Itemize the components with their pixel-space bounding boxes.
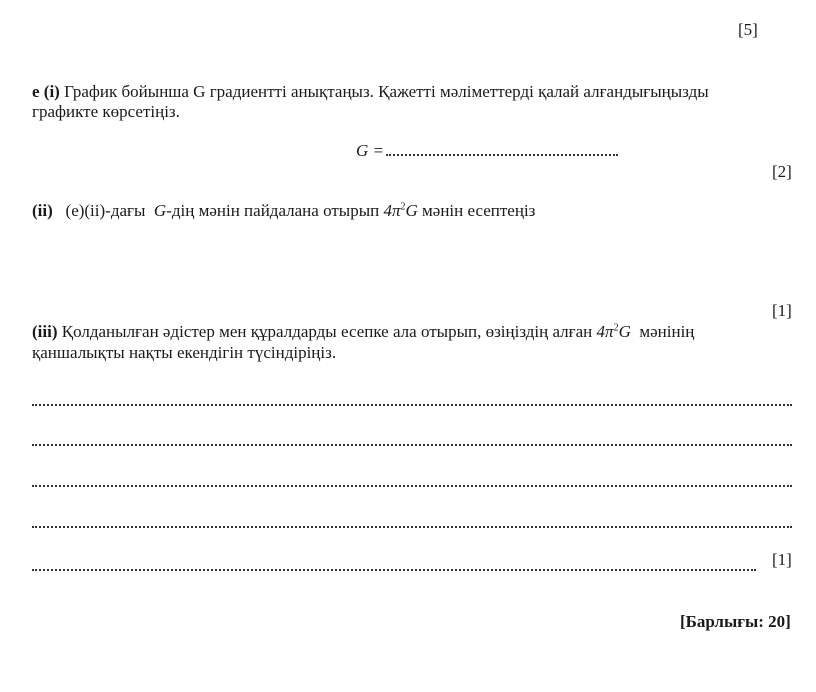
answer-line-2[interactable] <box>32 442 792 446</box>
formula-sup: 2 <box>400 201 406 213</box>
label-e: e <box>32 82 40 101</box>
top-mark: [5] <box>738 20 758 39</box>
part-iii-line1 <box>32 322 694 342</box>
part-iii-text-b: мәнінің <box>639 322 695 341</box>
formula-4pi-iii: 4π <box>596 322 614 341</box>
answer-line-3[interactable] <box>32 483 792 487</box>
part-e-text: График бойынша G градиентті анықтаңыз. Қажетті мәліметтерді қалай алғандығыңызды <box>64 82 709 101</box>
part-e-line2: графикте көрсетіңіз. <box>32 102 180 121</box>
part-ii-text-a: (е)(іі)-дағы <box>65 201 146 220</box>
g-answer-label: G = <box>356 141 384 160</box>
part-ii-text-c: мәнін есептеңіз <box>422 201 536 220</box>
part-ii-text-b: -дің мәнін пайдалана отырып <box>166 201 380 220</box>
part-e-line1 <box>32 82 758 102</box>
part-iii-line2: қаншалықты нақты екендігін түсіндіріңіз. <box>32 343 337 362</box>
label-ii: (ii) <box>32 201 53 220</box>
formula-g: G <box>405 201 418 220</box>
formula-g-iii: G <box>618 322 631 341</box>
g-answer-line[interactable] <box>386 152 618 156</box>
mark-ii: [1] <box>772 301 792 320</box>
part-iii-text-a: Қолданылған әдістер мен құралдарды есепке ала отырып, өзіңіздің алған <box>61 322 593 341</box>
mark-iii: [1] <box>772 550 792 569</box>
label-i: (i) <box>43 82 60 101</box>
total-marks: [Барлығы: 20] <box>680 612 791 631</box>
formula-sup-iii: 2 <box>613 322 619 334</box>
formula-4pi: 4π <box>383 201 401 220</box>
mark-e-i: [2] <box>772 162 792 181</box>
part-ii-g: G <box>153 201 167 220</box>
answer-line-5[interactable] <box>32 567 756 571</box>
answer-line-1[interactable] <box>32 402 792 406</box>
part-ii-line <box>32 201 535 221</box>
label-iii: (iii) <box>32 322 58 341</box>
answer-line-4[interactable] <box>32 524 792 528</box>
